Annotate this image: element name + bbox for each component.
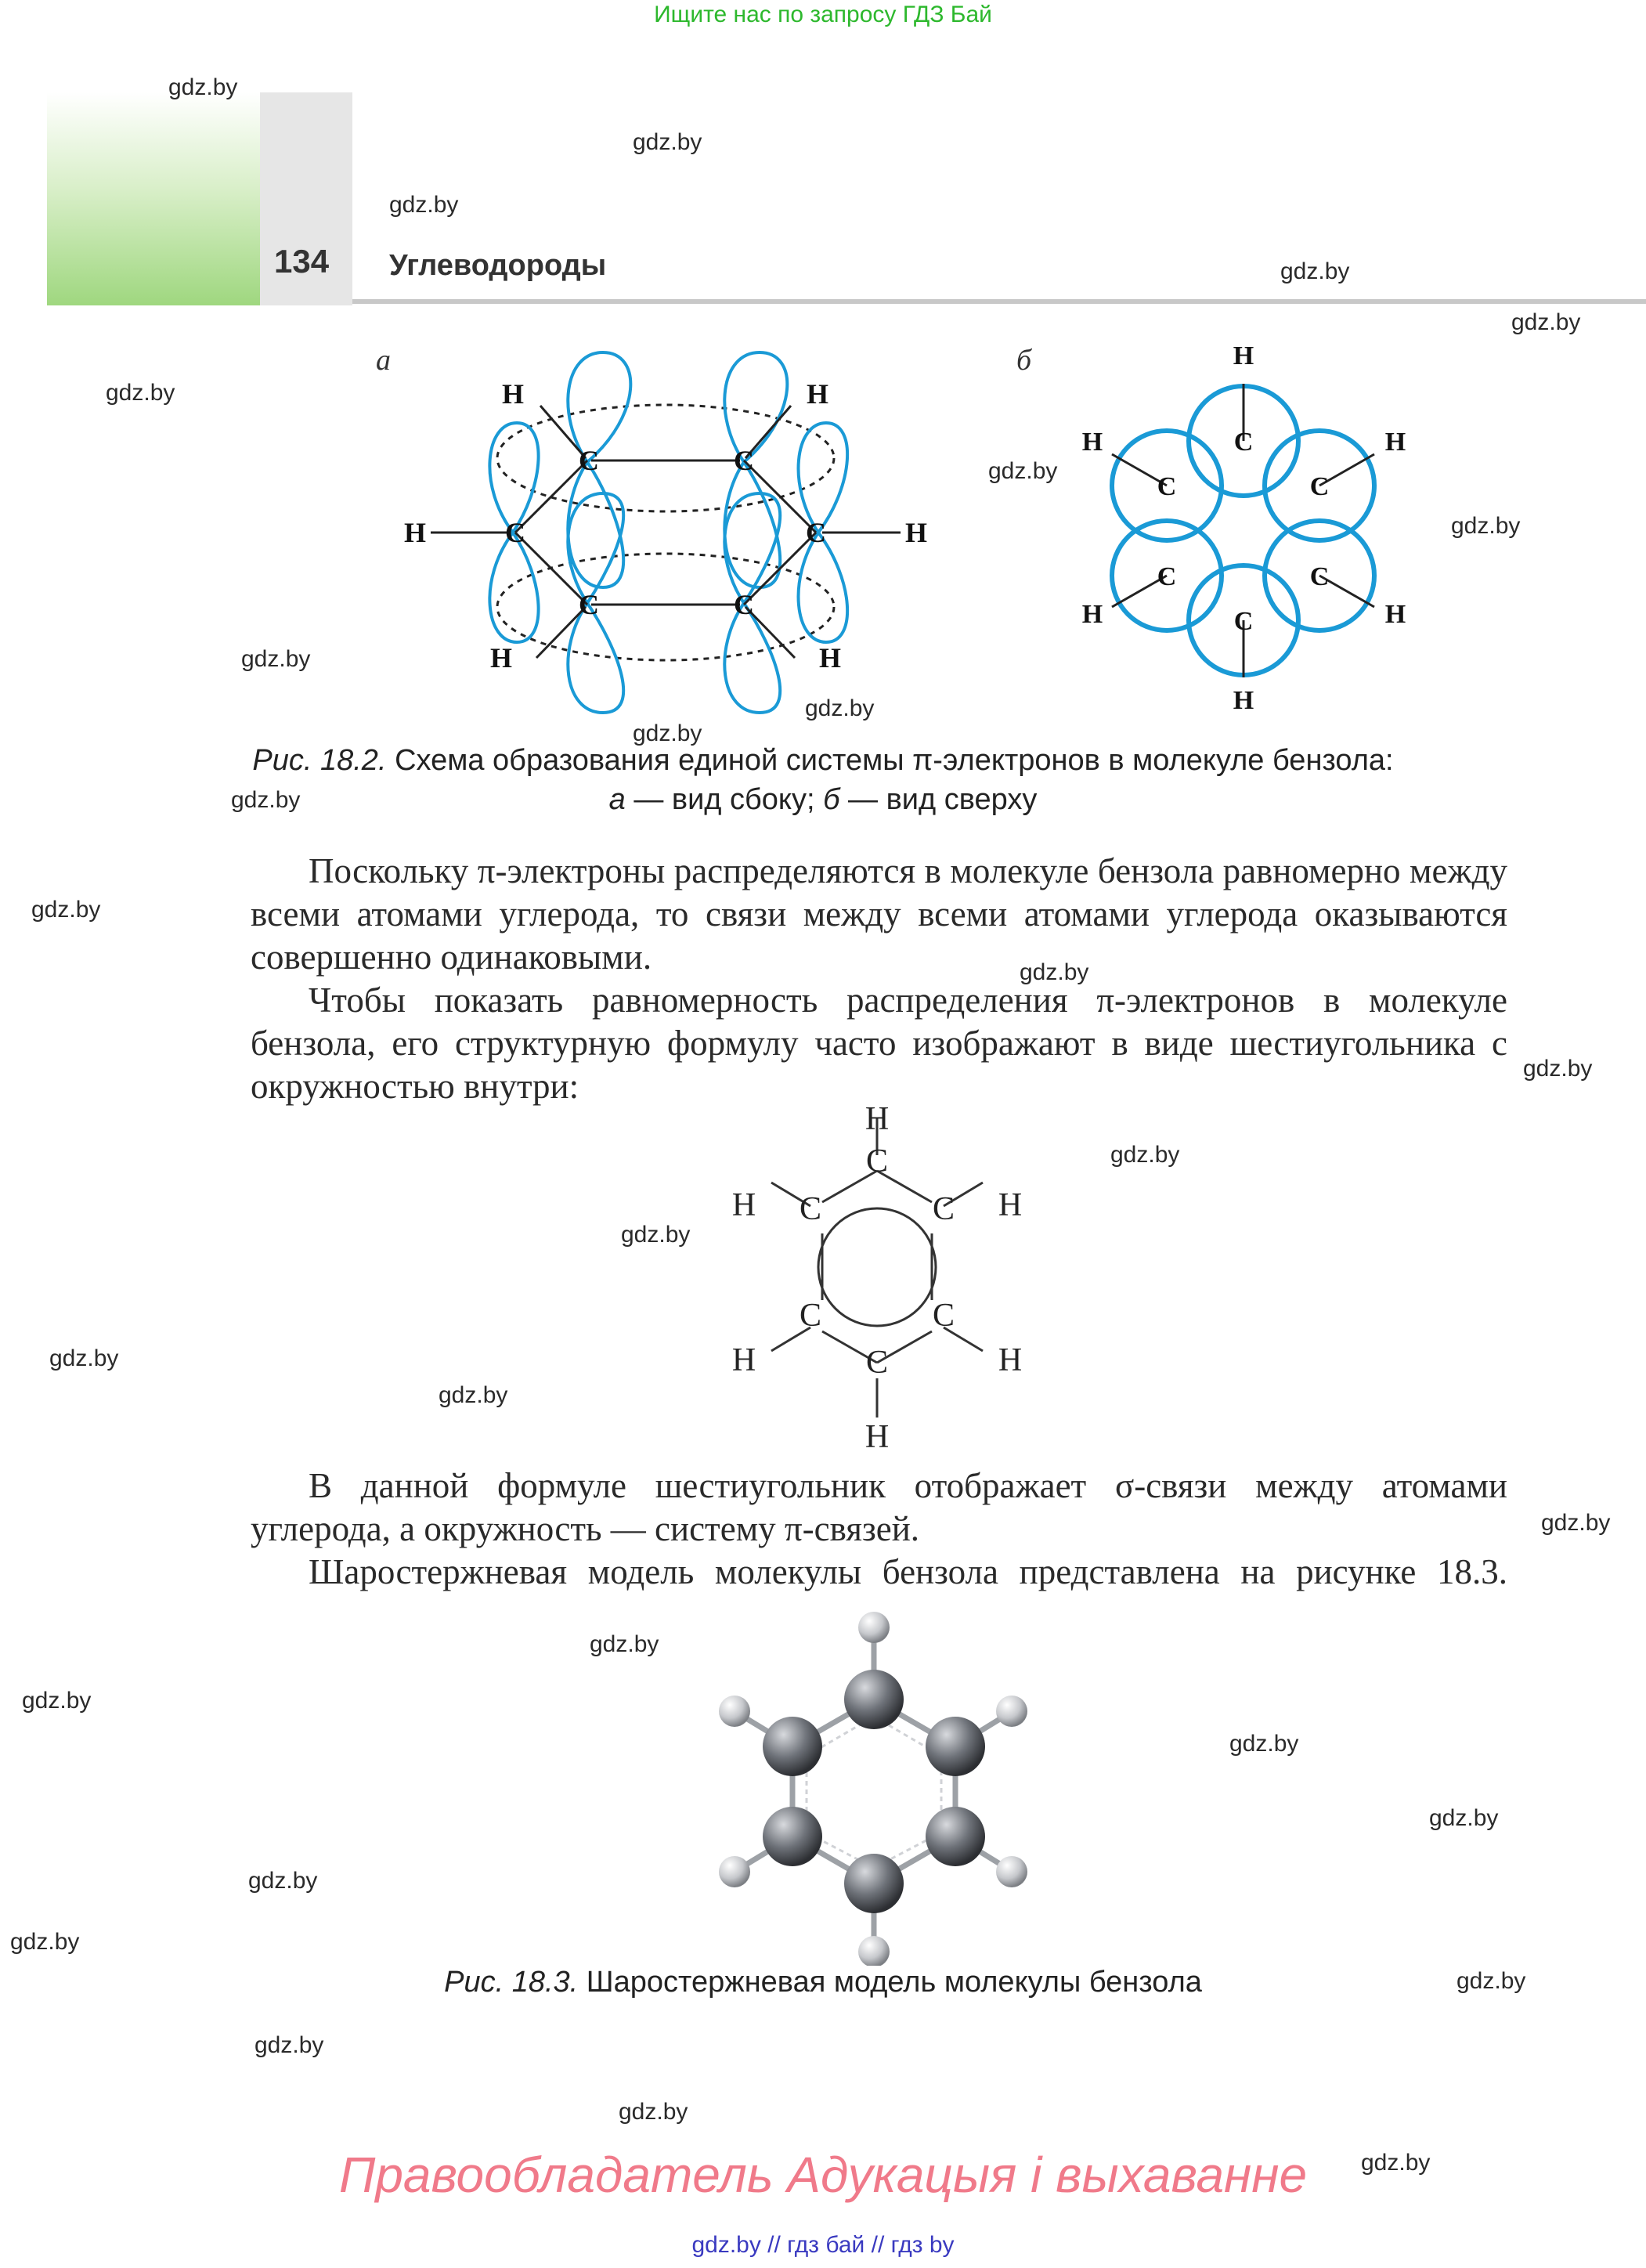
- caption-prefix: Рис. 18.2.: [252, 744, 387, 777]
- header-rule: [352, 299, 1646, 304]
- paragraph-2: Чтобы показать равномерность распределения π-электронов в молекуле бензола, его структурную формулу часто изображают в виде шестиугольника с окружностью внутри:: [251, 981, 1507, 1106]
- paragraph-4: Шаростержневая модель молекулы бензола представлена на рисунке 18.3.: [309, 1552, 1507, 1591]
- label-a: а: [376, 344, 391, 377]
- caption-text: Шаростержневая модель молекулы бензола: [586, 1966, 1202, 1999]
- watermark: gdz.by: [10, 1929, 80, 1955]
- watermark: gdz.by: [633, 129, 702, 155]
- atom-h: H: [403, 517, 427, 548]
- atom-c: C: [806, 517, 826, 548]
- figure-18-2: [376, 337, 1550, 736]
- atom-c: C: [579, 589, 599, 620]
- atom-c: C: [505, 517, 525, 548]
- atom-c: C: [1309, 562, 1330, 591]
- watermark: gdz.by: [49, 1345, 119, 1371]
- header-green-block: [47, 92, 260, 305]
- atom-h: H: [1233, 341, 1254, 370]
- atom-h: H: [1384, 600, 1406, 629]
- watermark: gdz.by: [633, 720, 702, 746]
- watermark: gdz.by: [1511, 309, 1581, 335]
- figure-18-3-caption: [0, 1966, 1646, 1999]
- watermark: gdz.by: [241, 646, 311, 672]
- atom-h: H: [1081, 428, 1103, 457]
- atom-c: C: [865, 1345, 889, 1381]
- watermark: gdz.by: [805, 695, 875, 721]
- watermark: gdz.by: [1429, 1805, 1499, 1831]
- watermark: gdz.by: [1541, 1510, 1611, 1536]
- atom-h: H: [904, 517, 928, 548]
- atom-h: H: [865, 1101, 890, 1137]
- section-title: Углеводороды: [389, 249, 607, 282]
- atom-c: C: [865, 1143, 889, 1179]
- atom-h: H: [806, 378, 829, 410]
- atom-h: H: [1081, 600, 1103, 629]
- page-number: 134: [274, 243, 330, 280]
- atom-h: H: [865, 1419, 890, 1455]
- atom-c: C: [932, 1298, 955, 1334]
- watermark: gdz.by: [621, 1222, 691, 1248]
- watermark: gdz.by: [1451, 513, 1521, 539]
- paragraph-1: Поскольку π-электроны распределяются в молекуле бензола равномерно между всеми атомами углерода, то связи между всеми атомами углерода оказываются совершенно одинаковыми.: [251, 851, 1507, 977]
- figure-18-3-ball-and-stick: [689, 1598, 1049, 1966]
- atom-h: H: [998, 1342, 1023, 1378]
- atom-c: C: [1233, 428, 1254, 457]
- atom-h: H: [1233, 686, 1254, 715]
- caption-prefix: Рис. 18.3.: [444, 1966, 579, 1999]
- watermark: gdz.by: [254, 2032, 324, 2058]
- watermark: gdz.by: [1361, 2150, 1431, 2176]
- watermark: gdz.by: [389, 192, 459, 218]
- label-b: б: [1016, 344, 1032, 377]
- watermark: gdz.by: [22, 1688, 92, 1714]
- top-banner: Ищите нас по запросу ГДЗ Бай: [654, 2, 992, 27]
- caption-text: Схема образования единой системы π-электронов в молекуле бензола:: [395, 744, 1394, 777]
- atom-h: H: [998, 1187, 1023, 1223]
- watermark: gdz.by: [31, 897, 101, 923]
- watermark: gdz.by: [106, 380, 175, 406]
- paragraph-3: В данной формуле шестиугольник отображает σ-связи между атомами углерода, а окружность — систему π-связей.: [251, 1466, 1507, 1548]
- footer-links: gdz.by // гдз бай // гдз by: [691, 2232, 955, 2258]
- benzene-structural-formula: [705, 1096, 1049, 1457]
- watermark: gdz.by: [1523, 1056, 1593, 1082]
- atom-h: H: [731, 1187, 756, 1223]
- atom-c: C: [799, 1191, 822, 1227]
- watermark: gdz.by: [1229, 1731, 1299, 1757]
- model-aromatic-bonds: [807, 1717, 941, 1868]
- caption-label-a: а: [608, 783, 626, 816]
- atom-h: H: [818, 642, 842, 674]
- watermark: gdz.by: [168, 74, 238, 100]
- side-view-diagram: [489, 352, 847, 713]
- watermark: gdz.by: [248, 1868, 318, 1894]
- watermark: gdz.by: [1110, 1142, 1180, 1168]
- atom-h: H: [731, 1342, 756, 1378]
- side-view-atoms: [404, 378, 927, 674]
- caption-text-b: — вид сверху: [848, 783, 1038, 816]
- watermark: gdz.by: [988, 458, 1058, 484]
- atom-c: C: [799, 1298, 822, 1334]
- watermark: gdz.by: [590, 1631, 659, 1657]
- watermark: gdz.by: [1020, 959, 1089, 985]
- watermark: gdz.by: [231, 787, 301, 813]
- atom-c: C: [579, 445, 599, 476]
- caption-label-b: б: [823, 783, 840, 816]
- atom-c: C: [1233, 607, 1254, 636]
- watermark: gdz.by: [439, 1382, 508, 1408]
- atom-c: C: [1157, 472, 1177, 501]
- atom-h: H: [1384, 428, 1406, 457]
- atom-c: C: [1309, 472, 1330, 501]
- atom-c: C: [734, 445, 754, 476]
- model-carbon-atoms: [763, 1670, 985, 1913]
- atom-c: C: [932, 1191, 955, 1227]
- watermark: gdz.by: [619, 2099, 688, 2125]
- watermark: gdz.by: [1280, 258, 1350, 284]
- pi-system-circle: [818, 1208, 936, 1326]
- atom-c: C: [1157, 562, 1177, 591]
- atom-c: C: [734, 589, 754, 620]
- watermark: gdz.by: [1456, 1968, 1526, 1994]
- caption-text-a: — вид сбоку;: [633, 783, 815, 816]
- copyright-notice: Правообладатель Адукацыя і выхаванне: [338, 2147, 1308, 2203]
- figure-18-2-caption-line1: [0, 744, 1646, 778]
- atom-h: H: [501, 378, 525, 410]
- atom-h: H: [489, 642, 513, 674]
